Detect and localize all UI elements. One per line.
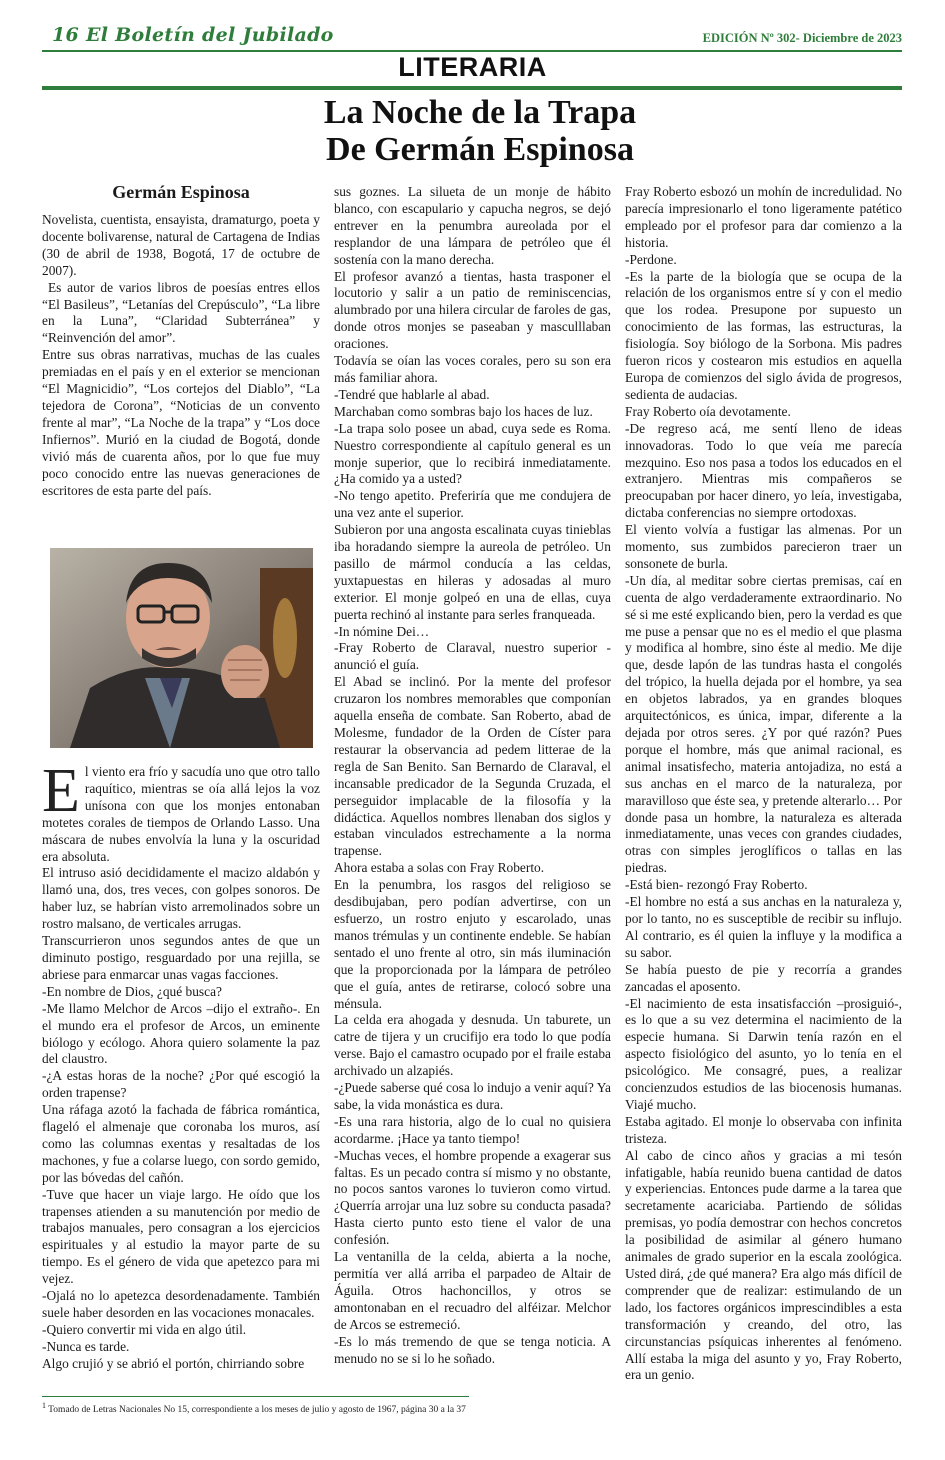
story-paragraph: Subieron por una angosta escalinata cuyas tinieblas iba horadando siempre la aureola de petróleo. Un pasillo de mármol conducía a las celdas, yuxtapuestas en hileras y adosadas al muro exterior. El monje golpeó en una de ellas, cuya puerta rechinó al instante para serles franqueada. [334, 522, 611, 622]
masthead [52, 24, 334, 46]
story-paragraph: Transcurrieron unos segundos antes de que un diminuto postigo, resguardado por una rejilla, se abriese para enmarcar unas vagas facciones. [42, 933, 320, 982]
footnote-text: Tomado de Letras Nacionales No 15, correspondiente a los meses de julio y agosto de 1967, página 30 a la 37 [48, 1405, 466, 1416]
author-photo [50, 548, 313, 748]
bio-paragraph: Novelista, cuentista, ensayista, dramaturgo, poeta y docente bolivarense, natural de Cartagena de Indias (30 de abril de 1938, Bogotá, 17 de octubre de 2007). [42, 212, 320, 278]
story-paragraph: -Quiero convertir mi vida en algo útil. [42, 1321, 247, 1337]
story-paragraph: -Fray Roberto de Claraval, nuestro superior -anunció el guía. [334, 640, 611, 673]
article-title [240, 94, 720, 168]
story-paragraph: Una ráfaga azotó la fachada de fábrica romántica, flageló el almenaje que coronaba los muros, así como las columnas exentas y resaltadas de los machones, y fue a colarse luego, con sordo gemido, por las bóvedas del cañón. [42, 1102, 320, 1185]
author-portrait-image [50, 548, 313, 748]
story-column-3 [625, 184, 902, 1384]
story-paragraph: -Me llamo Melchor de Arcos –dijo el extraño-. En el mundo era el profesor de Arcos, un eminente biólogo y ecólogo. Ahora quiero solamente la paz del claustro. [42, 1000, 320, 1067]
story-paragraph: El viento volvía a fustigar las almenas. Por un momento, sus zumbidos parecieron traer un sonsonete de burla. [625, 522, 902, 571]
page-number: 16 [52, 24, 80, 46]
footnote-divider [42, 1396, 469, 1397]
story-paragraph: -¿Puede saberse qué cosa lo indujo a venir aquí? Ya sabe, la vida monástica es dura. [334, 1080, 611, 1112]
section-divider [42, 86, 902, 90]
story-paragraph: El Abad se inclinó. Por la mente del profesor cruzaron los nombres memorables que componían aquella enseña de combate. San Roberto, abad de Molesme, fundador de la Orden de Císter para restaurar la observancia ad pedem litterae de la regla de San Benito. San Bernardo de Claraval, el incansable predicador de la Segunda Cruzada, el perseguidor implacable de la filosofía y la didáctica. Aquellos nombres llenaban dos siglos y estaban vinculados estrechamente a la norma trapense. [334, 674, 611, 859]
story-paragraph: sus goznes. La silueta de un monje de hábito blanco, con escapulario y capucha negros, se dejó entrever en la penumbra aureolada por el resplandor de una lámpara de petróleo que él sostenía con la mano derecha. [334, 184, 611, 267]
author-bio [42, 212, 320, 499]
footnote-marker: 1 [42, 1401, 46, 1410]
story-paragraph: -Está bien- rezongó Fray Roberto. [625, 877, 808, 893]
story-paragraph: -¿A estas horas de la noche? ¿Por qué escogió la orden trapense? [42, 1068, 320, 1101]
story-paragraph: Ahora estaba a solas con Fray Roberto. [334, 860, 545, 876]
section-title: LITERARIA [398, 52, 547, 82]
story-paragraph: -Ojalá no lo apetezca desordenadamente. También suele haber desorden en las vocaciones monacales. [42, 1288, 320, 1320]
story-paragraph: -En nombre de Dios, ¿qué busca? [42, 983, 222, 999]
story-paragraph: -In nómine Dei… [334, 623, 430, 639]
edition-info: EDICIÓN Nº 302- Diciembre de 2023 [702, 31, 902, 45]
story-paragraph: Al cabo de cinco años y gracias a mi tesón infatigable, había reunido buena cantidad de datos y experiencias. Entonces pude darme a la tarea que secretamente acariciaba. Partiendo de sólidas premisas, yo podía demostrar con hechos concretos la posibilidad de asimilar al género humano animales de grado superior en la escala zoológica. Usted dirá, ¿de qué manera? Era algo más difícil de comprender que de realizar: estimulando de un lado, los factores orgánicos imprescindibles a esta transformación y creando, del otro, las circunstancias psíquicas inherentes al fenómeno. Allí estaba la miga del asunto y yo, Fray Roberto, era un genio. [625, 1147, 902, 1383]
story-paragraph: -Perdone. [625, 251, 677, 267]
story-column-2 [334, 184, 611, 1367]
author-heading: Germán Espinosa [112, 182, 250, 202]
story-paragraph: La celda era ahogada y desnuda. Un taburete, un catre de tijera y un crucifijo era todo lo que podía verse. Bajo el camastro ocupado por el fraile estaba archivado un alzapiés. [334, 1012, 611, 1079]
story-paragraph: Marchaban como sombras bajo los haces de luz. [334, 403, 593, 419]
footnote [42, 1401, 742, 1415]
title-line-1: La Noche de la Trapa [323, 94, 637, 131]
page-header [42, 24, 902, 50]
story-paragraph: -De regreso acá, me sentí lleno de ideas innovadoras. Todo lo que veía me parecía mezquino. Eso nos pasa a todos los educados en el extranjero. Mientras mis compañeros se preocupaban por hacer dinero, yo leía, investigaba, dictaba conferencias no siempre ortodoxas. [625, 420, 902, 521]
story-paragraph: Estaba agitado. El monje lo observaba con infinita tristeza. [625, 1113, 902, 1146]
story-paragraph: El profesor avanzó a tientas, hasta trasponer el locutorio y salir a un patio de reminiscencias, alumbrado por una hilera circular de faroles de gas, donde otros monjes se paseaban y masculllaban oraciones. [334, 268, 611, 352]
story-paragraph: -Tendré que hablarle al abad. [334, 386, 490, 402]
story-opening-text: l viento era frío y sacudía uno que otro tallo raquítico, mientras se oía allá lejos la voz unísona con que los monjes entonaban motetes corales de tiempos de Orlando Lasso. Una máscara de nubes envolvía la luna y la oscuridad era absoluta. [42, 764, 320, 864]
story-paragraph: -La trapa solo posee un abad, cuya sede es Roma. Nuestro correspondiente al capítulo general es un monje superior, que lo recibirá inmediatamente. ¿Ha comido ya a usted? [334, 420, 611, 487]
story-paragraph: -El hombre no está a sus anchas en la naturaleza y, por lo tanto, no es susceptible de recibir su influjo. Al contrario, es él quien la influye y la modifica a su sabor. [625, 894, 902, 960]
story-paragraph: Todavía se oían las voces corales, pero su son era más familiar ahora. [334, 353, 611, 385]
publication-name: El Boletín del Jubilado [85, 24, 334, 46]
story-paragraph: -Tuve que hacer un viaje largo. He oído que los trapenses atienden a su manutención por medio de trabajos manuales, pero consagran a los ejercicios espirituales y al estudio la mayor parte de su tiempo. Es el género de vida que apetezco para mi vejez. [42, 1186, 320, 1287]
story-opening [42, 757, 320, 865]
story-paragraph: -Un día, al meditar sobre ciertas premisas, caí en cuenta de algo verdaderamente extraordinario. No sé si me esté explicando bien, pero la verdad es que me puse a pensar que no es el medio el que plasma y modifica al hombre, sino éste al medio. Me dije que, desde lapón de las tundras hasta el congolés del trópico, la huella dejada por el hombre, ya sea en objetos labrados, ya en grandes bloques arquitectónicos, es única, impar, diferente a la dejada por otros seres. ¿Y por qué razón? Pues porque el hombre, más que animal racional, es animal insatisfecho, materia antojadiza, no está a sus anchas en el marco de la naturaleza, por maravilloso que éste sea, y pretende alterarlo… Por donde pasa un hombre, la naturaleza es alterada inmediatamente, unas veces con grandes ciudades, otras con simples jeroglíficos o tallas en las piedras. [625, 572, 902, 876]
story-paragraph: Fray Roberto oía devotamente. [625, 403, 791, 419]
story-paragraph: El intruso asió decididamente el macizo aldabón y llamó una, dos, tres veces, con golpes sonoros. De haber luz, se habrían visto arremolinados sobre un rostro malsano, de verticales arrugas. [42, 865, 320, 932]
story-column-1 [42, 757, 320, 1373]
story-paragraph: -Nunca es tarde. [42, 1338, 130, 1354]
story-paragraph: -Es la parte de la biología que se ocupa de la relación de los organismos entre sí y con el medio que los rodea. Presupone por supuesto un conocimiento de las formas, las estructuras, la fisiología. Soy biólogo de la Sorbona. Mis padres fueron ricos y costearon mis estudios en aquella Europa de comienzos del siglo ávida de progresos, sedienta de audacias. [625, 268, 902, 402]
story-paragraph: -Muchas veces, el hombre propende a exagerar sus faltas. Es un pecado contra sí mismo y no obstante, no pocos santos varones lo tuvieron como virtud. ¿Querría arrojar una luz sobre su conducta pasada? Hasta cierto punto esto tiene el valor de una confesión. [334, 1147, 611, 1248]
bio-paragraph: Entre sus obras narrativas, muchas de las cuales premiadas en el país y en el exterior se mencionan “El Magnicidio”, “Los cortejos del Diablo”, “La tejedora de Corona”, “Noticias de un convento frente al mar”, “La Noche de la trapa” y “Los doce Infiernos”. Murió en la ciudad de Bogotá, donde vivió más de cuarenta años, por lo que fue muy poco conocido entre las nuevas generaciones de escritores de esta parte del país. [42, 347, 320, 498]
story-paragraph: Se había puesto de pie y recorría a grandes zancadas el aposento. [625, 961, 902, 994]
story-paragraph: -No tengo apetito. Preferiría que me condujera de una vez ante el superior. [334, 488, 611, 521]
story-paragraph: -Es una rara historia, algo de lo cual no quisiera acordarme. ¡Hace ya tanto tiempo! [334, 1113, 611, 1146]
story-paragraph: -Es lo más tremendo de que se tenga noticia. A menudo no se si lo he soñado. [334, 1333, 611, 1366]
story-paragraph: -El nacimiento de esta insatisfacción –prosiguió-, es lo que a su vez determina el nacimiento de la especie humana. Si Darwin tenía razón en el aspecto fisiológico del asunto, yo lo tenía en el psicológico. Me consagré, pues, a realizar concienzudos estudios de las biocenosis humanas. Viajé mucho. [625, 995, 902, 1112]
story-paragraph: Algo crujió y se abrió el portón, chirriando sobre [42, 1355, 305, 1371]
story-paragraph: En la penumbra, los rasgos del religioso se desdibujaban, pero podían advertirse, con un esfuerzo, un rostro enjuto y escarolado, unas manos trémulas y un continente endeble. Se habían sentado el uno frente al otro, sin más iluminación que la proporcionada por la lámpara de petróleo que el guía, antes de retirarse, colocó sobre una ménsula. [334, 877, 611, 1011]
story-paragraph: Fray Roberto esbozó un mohín de incredulidad. No parecía impresionarlo el tono ligeramente patético empleado por el profesor para dar comienzo a la historia. [625, 184, 902, 250]
drop-cap: E [42, 757, 80, 825]
bio-paragraph: Es autor de varios libros de poesías entres ellos “El Basileus”, “Letanías del Crepúsculo”, “La libre en la Luna”, “Claridad Subterránea” y “Reinvención del amor”. [42, 279, 320, 346]
story-paragraph: La ventanilla de la celda, abierta a la noche, permitía ver allá arriba el parpadeo de Altair de Águila. Otros hachoncillos, y otros se amontonaban en el recuadro del alféizar. Melchor de Arcos se estremeció. [334, 1249, 611, 1332]
title-line-2: De Germán Espinosa [326, 131, 634, 168]
